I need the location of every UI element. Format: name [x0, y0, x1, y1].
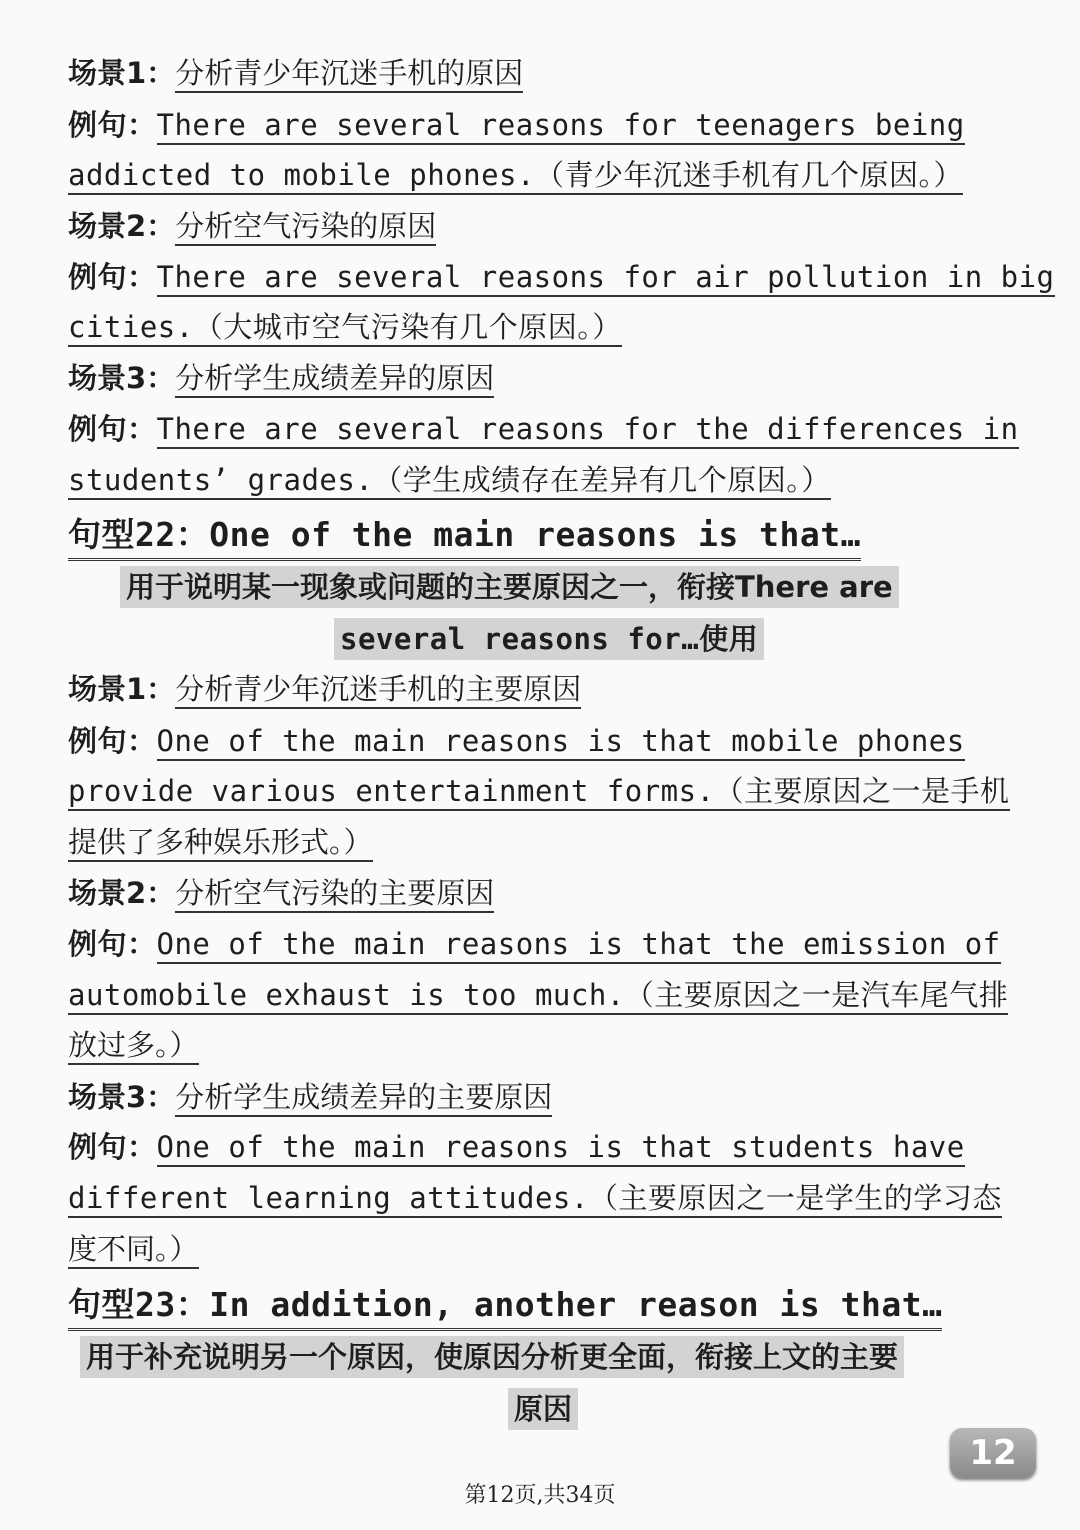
example-text: There are several reasons for the differences in [157, 412, 1019, 449]
example-text: provide various entertainment forms.（主要原因之一是手机 [68, 774, 1010, 811]
scene-1-line [68, 52, 1020, 94]
pattern-22-heading: 句型22：One of the main reasons is that… [68, 512, 861, 561]
pattern-23-heading: 句型23：In addition, another reason is that… [68, 1282, 942, 1331]
pattern-23-desc: 原因 [508, 1388, 578, 1430]
example-line [68, 104, 1020, 146]
example-line [68, 154, 1020, 196]
example-text: 度不同。） [68, 1232, 199, 1269]
example-text: There are several reasons for air pollution in big [157, 260, 1055, 297]
scene-label: 场景3： [68, 1080, 176, 1114]
example-line [68, 1024, 1020, 1066]
pattern-22-desc: several reasons for…使用 [334, 618, 764, 660]
example-line [68, 821, 1020, 863]
example-line [68, 1177, 1020, 1219]
example-line [68, 1126, 1020, 1168]
example-line [68, 770, 1020, 812]
example-line [68, 720, 1020, 762]
example-label: 例句： [68, 108, 157, 142]
scene-label: 场景2： [68, 876, 176, 910]
scene-label: 场景1： [68, 56, 176, 90]
scene-title: 分析空气污染的主要原因 [175, 876, 494, 913]
example-text: 放过多。） [68, 1028, 199, 1065]
example-line [68, 459, 1020, 501]
example-text: different learning attitudes.（主要原因之一是学生的学习态 [68, 1181, 1002, 1218]
scene-title: 分析青少年沉迷手机的主要原因 [175, 672, 581, 709]
example-label: 例句： [68, 1130, 157, 1164]
example-text: addicted to mobile phones.（青少年沉迷手机有几个原因。） [68, 158, 963, 195]
example-label: 例句： [68, 260, 157, 294]
example-text: 提供了多种娱乐形式。） [68, 825, 373, 862]
example-label: 例句： [68, 412, 157, 446]
page-footer: 第12页,共34页 [464, 1483, 616, 1508]
example-line [68, 306, 1020, 348]
example-line [68, 408, 1020, 450]
pattern-22-desc: 用于说明某一现象或问题的主要原因之一，衔接There are [120, 566, 899, 608]
scene-3-line [68, 357, 1020, 399]
example-text: students’ grades.（学生成绩存在差异有几个原因。） [68, 463, 831, 500]
scene-2-line [68, 872, 1020, 914]
example-text: One of the main reasons is that the emission of [157, 927, 1001, 964]
example-label: 例句： [68, 724, 157, 758]
example-line [68, 923, 1020, 965]
example-line [68, 974, 1020, 1016]
example-text: cities.（大城市空气污染有几个原因。） [68, 310, 622, 347]
scene-label: 场景2： [68, 209, 176, 243]
example-text: One of the main reasons is that students have [157, 1130, 965, 1167]
example-line [68, 256, 1055, 298]
pattern-23-desc: 用于补充说明另一个原因，使原因分析更全面，衔接上文的主要 [80, 1336, 904, 1378]
example-text: One of the main reasons is that mobile phones [157, 724, 965, 761]
example-text: automobile exhaust is too much.（主要原因之一是汽车尾气排 [68, 978, 1008, 1015]
example-text: There are several reasons for teenagers being [157, 108, 965, 145]
scene-2-line [68, 205, 1020, 247]
page-number-badge: 12 [950, 1428, 1036, 1478]
scene-3-line [68, 1076, 1020, 1118]
scene-title: 分析空气污染的原因 [175, 209, 436, 246]
example-label: 例句： [68, 927, 157, 961]
scene-title: 分析学生成绩差异的主要原因 [175, 1080, 552, 1117]
scene-title: 分析青少年沉迷手机的原因 [175, 56, 523, 93]
example-line [68, 1228, 1020, 1270]
scene-1-line [68, 668, 1020, 710]
scene-label: 场景1： [68, 672, 176, 706]
scene-label: 场景3： [68, 361, 176, 395]
scene-title: 分析学生成绩差异的原因 [175, 361, 494, 398]
